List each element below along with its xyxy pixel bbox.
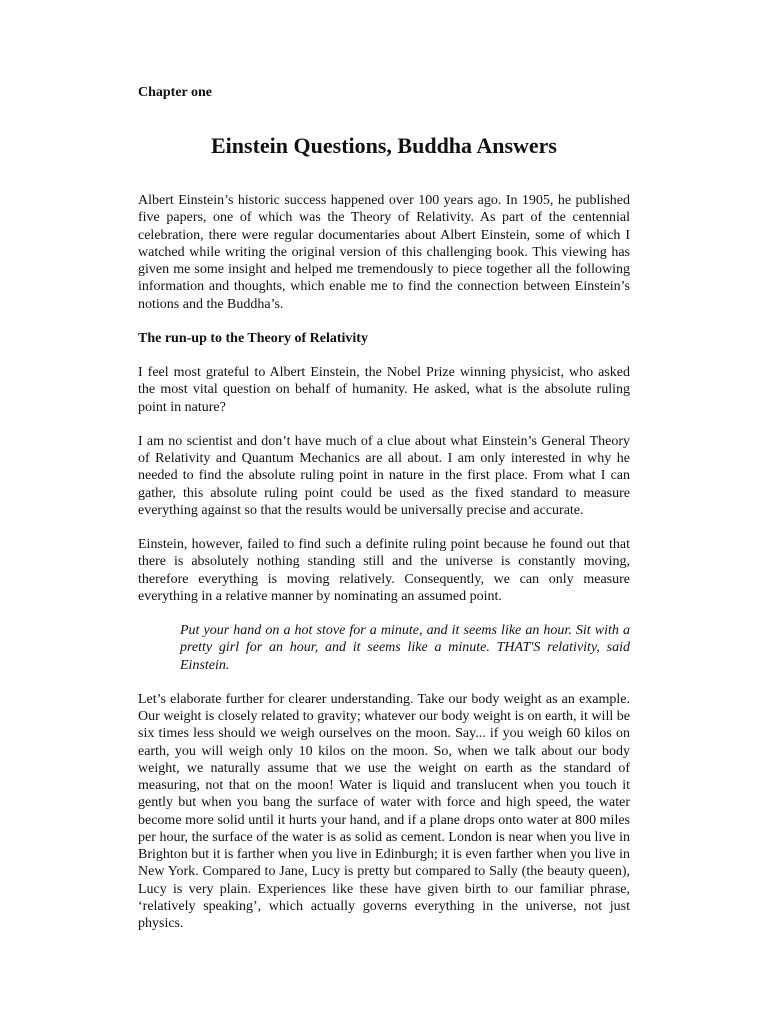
paragraph-no-scientist: I am no scientist and don’t have much of a clue about what Einstein’s General Theory of Relativity and Quantum Mechanics are all about. I am only interested in why he needed to find the absolute ruling point in nature in the first place. From what I can gather, this absolute ruling point could be used as the fixed standard to measure everything against so that the results would be universally precise and accurate.	[138, 433, 630, 518]
paragraph-grateful: I feel most grateful to Albert Einstein, the Nobel Prize winning physicist, who asked the most vital question on behalf of humanity. He asked, what is the absolute ruling point in nature?	[138, 365, 630, 415]
paragraph-elaborate: Let’s elaborate further for clearer understanding. Take our body weight as an example. Our weight is closely related to gravity; whatever our body weight is on earth, it will be six times less should we weigh ourselves on the moon. Say... if you weigh 60 kilos on earth, you will weigh only 10 kilos on the moon. So, when we talk about our body weight, we naturally assume that we use the weight on earth as the standard of measuring, not that on the moon! Water is liquid and translucent when you touch it gently but when you bang the surface of water with force and high speed, the water become more solid until it hurts your hand, and if a plane drops onto water at 800 miles per hour, the surface of the water is as solid as cement. London is near when you live in Brighton but it is farther when you live in Edinburgh; it is even farther when you live in New York. Compared to Jane, Lucy is pretty but compared to Sally (the beauty queen), Lucy is very plain. Experiences like these have given birth to our familiar phrase, ‘relatively speaking’, which actually governs everything in the universe, not just physics.	[138, 691, 630, 931]
paragraph-intro: Albert Einstein’s historic success happened over 100 years ago. In 1905, he published five papers, one of which was the Theory of Relativity. As part of the centennial celebration, there were regular documentaries about Albert Einstein, some of which I watched while writing the original version of this challenging book. This viewing has given me some insight and helped me tremendously to piece together all the following information and thoughts, which enable me to find the connection between Einstein’s notions and the Buddha’s.	[138, 193, 630, 312]
paragraph-failed: Einstein, however, failed to find such a definite ruling point because he found out that there is absolutely nothing standing still and the universe is constantly moving, therefore everything is moving relatively. Consequently, we can only measure everything in a relative manner by nominating an assumed point.	[138, 537, 630, 604]
body-content	[138, 192, 630, 932]
section-heading: The run-up to the Theory of Relativity	[138, 330, 368, 346]
chapter-label: Chapter one	[138, 85, 213, 100]
page-title: Einstein Questions, Buddha Answers	[211, 133, 557, 158]
einstein-quote: Put your hand on a hot stove for a minute, and it seems like an hour. Sit with a pretty girl for an hour, and it seems like a minute. THAT'S relativity, said Einstein.	[180, 623, 630, 673]
